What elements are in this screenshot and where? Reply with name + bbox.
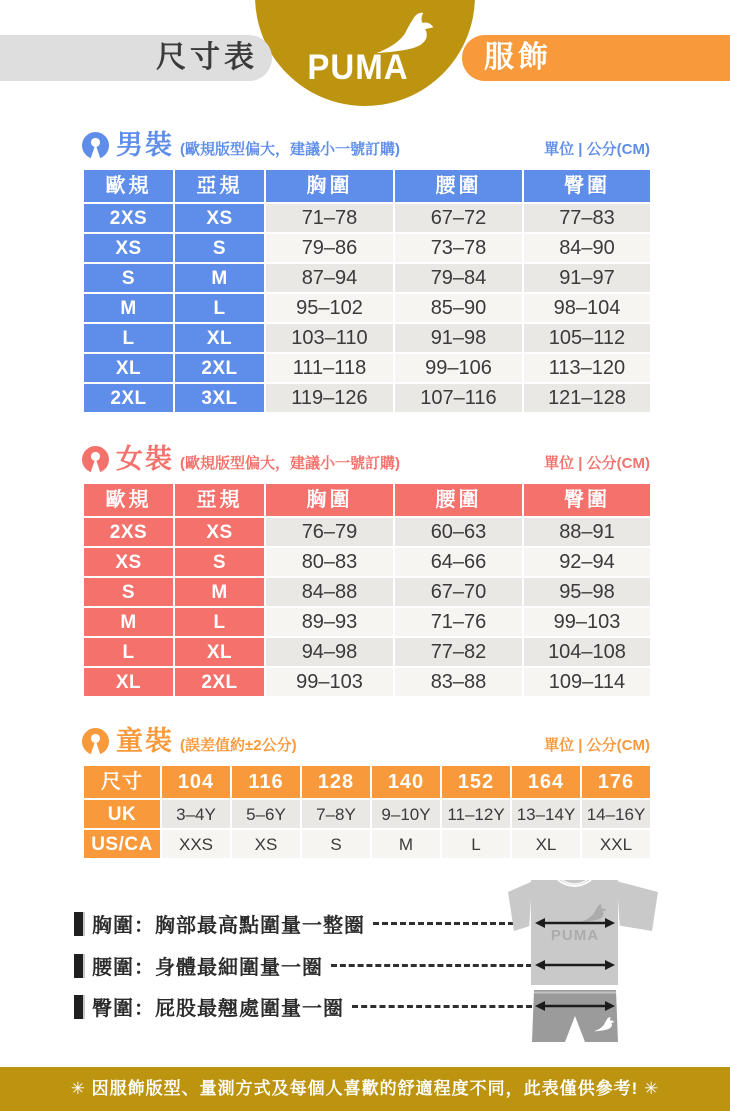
row-label-cell: L xyxy=(174,607,265,637)
value-cell: 79–84 xyxy=(394,263,523,293)
table-row xyxy=(83,263,651,293)
row-label-cell: 2XL xyxy=(174,353,265,383)
value-cell: 14–16Y xyxy=(581,799,651,829)
value-cell: 94–98 xyxy=(265,637,394,667)
unit-label: 單位 | 公分(CM) xyxy=(544,140,650,158)
section-women xyxy=(82,443,650,698)
row-label-cell: XS xyxy=(174,517,265,547)
puma-wordmark: PUMA xyxy=(307,46,409,87)
row-label-cell: S xyxy=(83,263,174,293)
column-header: 140 xyxy=(371,765,441,799)
row-label-cell: M xyxy=(83,607,174,637)
column-header: 臀圍 xyxy=(523,483,651,517)
row-label-cell: L xyxy=(83,637,174,667)
row-label-cell: S xyxy=(174,233,265,263)
row-label-cell: L xyxy=(83,323,174,353)
table-header-row xyxy=(83,765,651,799)
section-women-header xyxy=(82,443,650,475)
value-cell: 85–90 xyxy=(394,293,523,323)
value-cell: 67–72 xyxy=(394,203,523,233)
value-cell: XXL xyxy=(581,829,651,859)
value-cell: 104–108 xyxy=(523,637,651,667)
table-row xyxy=(83,607,651,637)
column-header: 164 xyxy=(511,765,581,799)
row-label-cell: XL xyxy=(174,323,265,353)
table-row xyxy=(83,799,651,829)
value-cell: 105–112 xyxy=(523,323,651,353)
row-label-cell: XL xyxy=(83,667,174,697)
table-header-row xyxy=(83,483,651,517)
row-label-cell: XS xyxy=(83,233,174,263)
value-cell: XL xyxy=(511,829,581,859)
column-header: 176 xyxy=(581,765,651,799)
value-cell: 99–106 xyxy=(394,353,523,383)
value-cell: 76–79 xyxy=(265,517,394,547)
table-row xyxy=(83,293,651,323)
table-row xyxy=(83,547,651,577)
table-row xyxy=(83,577,651,607)
section-subtitle: (誤差值約±2公分) xyxy=(180,736,297,754)
value-cell: 87–94 xyxy=(265,263,394,293)
value-cell: 11–12Y xyxy=(441,799,511,829)
value-cell: 73–78 xyxy=(394,233,523,263)
section-men xyxy=(82,129,650,414)
row-label-cell: 2XL xyxy=(174,667,265,697)
column-header: 116 xyxy=(231,765,301,799)
value-cell: 121–128 xyxy=(523,383,651,413)
shirt-collar-icon xyxy=(82,446,109,473)
value-cell: 77–82 xyxy=(394,637,523,667)
value-cell: 7–8Y xyxy=(301,799,371,829)
row-label-cell: 2XS xyxy=(83,517,174,547)
row-label-cell: XL xyxy=(174,637,265,667)
value-cell: 113–120 xyxy=(523,353,651,383)
value-cell: 67–70 xyxy=(394,577,523,607)
value-cell: 98–104 xyxy=(523,293,651,323)
row-label-cell: M xyxy=(83,293,174,323)
shirt-collar-icon xyxy=(82,132,109,159)
column-header: 尺寸 xyxy=(83,765,161,799)
value-cell: 91–97 xyxy=(523,263,651,293)
table-row xyxy=(83,637,651,667)
row-label-cell: 2XS xyxy=(83,203,174,233)
size-chart-tab-label: 尺寸表 xyxy=(156,41,258,74)
column-header: 104 xyxy=(161,765,231,799)
value-cell: 95–98 xyxy=(523,577,651,607)
table-row xyxy=(83,667,651,697)
value-cell: 80–83 xyxy=(265,547,394,577)
footer-disclaimer xyxy=(0,1067,730,1111)
note-bullet-bar xyxy=(74,954,83,978)
value-cell: XS xyxy=(231,829,301,859)
value-cell: 84–90 xyxy=(523,233,651,263)
unit-label: 單位 | 公分(CM) xyxy=(544,454,650,472)
apparel-tab xyxy=(462,35,730,81)
value-cell: 91–98 xyxy=(394,323,523,353)
value-cell: 111–118 xyxy=(265,353,394,383)
column-header: 152 xyxy=(441,765,511,799)
row-label-cell: S xyxy=(83,577,174,607)
tshirt-shorts-illustration xyxy=(506,876,662,1046)
table-row xyxy=(83,203,651,233)
row-label-cell: XS xyxy=(83,547,174,577)
apparel-tab-label: 服飾 xyxy=(484,41,552,74)
section-title: 男裝 xyxy=(116,129,174,160)
table-row xyxy=(83,829,651,859)
kids-size-table xyxy=(82,764,652,860)
value-cell: 9–10Y xyxy=(371,799,441,829)
row-label-cell: XS xyxy=(174,203,265,233)
row-label-cell: 3XL xyxy=(174,383,265,413)
column-header: 腰圍 xyxy=(394,483,523,517)
value-cell: 99–103 xyxy=(265,667,394,697)
value-cell: 99–103 xyxy=(523,607,651,637)
value-cell: XXS xyxy=(161,829,231,859)
value-cell: 119–126 xyxy=(265,383,394,413)
note-label: 腰圍：身體最細圍量一圈 xyxy=(92,957,323,979)
section-subtitle: (歐規版型偏大，建議小一號訂購) xyxy=(180,454,400,472)
value-cell: 77–83 xyxy=(523,203,651,233)
value-cell: 5–6Y xyxy=(231,799,301,829)
unit-label: 單位 | 公分(CM) xyxy=(544,736,650,754)
section-kids xyxy=(82,725,650,860)
chest-wordmark: PUMA xyxy=(550,927,600,944)
section-men-header xyxy=(82,129,650,161)
column-header: 亞規 xyxy=(174,169,265,203)
row-label-cell: S xyxy=(174,547,265,577)
column-header: 歐規 xyxy=(83,169,174,203)
column-header: 亞規 xyxy=(174,483,265,517)
note-waist xyxy=(74,951,532,980)
table-row xyxy=(83,353,651,383)
table-header-row xyxy=(83,169,651,203)
dashed-leader-line xyxy=(331,964,532,967)
value-cell: S xyxy=(301,829,371,859)
value-cell: 83–88 xyxy=(394,667,523,697)
value-cell: 88–91 xyxy=(523,517,651,547)
value-cell: 3–4Y xyxy=(161,799,231,829)
section-kids-header xyxy=(82,725,650,757)
section-title: 童裝 xyxy=(116,725,174,756)
hem-gap xyxy=(529,985,620,990)
table-row xyxy=(83,233,651,263)
note-hip xyxy=(74,992,532,1021)
value-cell: 109–114 xyxy=(523,667,651,697)
value-cell: 64–66 xyxy=(394,547,523,577)
note-label: 臀圍：屁股最翹處圍量一圈 xyxy=(92,998,344,1020)
column-header: 128 xyxy=(301,765,371,799)
value-cell: 79–86 xyxy=(265,233,394,263)
row-label-cell: XL xyxy=(83,353,174,383)
size-chart-tab xyxy=(0,35,272,81)
value-cell: 103–110 xyxy=(265,323,394,353)
row-label-cell: US/CA xyxy=(83,829,161,859)
value-cell: 71–76 xyxy=(394,607,523,637)
section-subtitle: (歐規版型偏大，建議小一號訂購) xyxy=(180,140,400,158)
note-bullet-bar xyxy=(74,912,83,936)
men-size-table xyxy=(82,168,652,414)
table-row xyxy=(83,517,651,547)
row-label-cell: 2XL xyxy=(83,383,174,413)
column-header: 臀圍 xyxy=(523,169,651,203)
table-row xyxy=(83,323,651,353)
column-header: 胸圍 xyxy=(265,483,394,517)
note-bullet-bar xyxy=(74,995,83,1019)
value-cell: M xyxy=(371,829,441,859)
row-label-cell: M xyxy=(174,263,265,293)
value-cell: 84–88 xyxy=(265,577,394,607)
row-label-cell: M xyxy=(174,577,265,607)
value-cell: L xyxy=(441,829,511,859)
shirt-collar-icon xyxy=(82,728,109,755)
value-cell: 13–14Y xyxy=(511,799,581,829)
note-label: 胸圍：胸部最高點圍量一整圈 xyxy=(92,915,365,937)
table-row xyxy=(83,383,651,413)
value-cell: 107–116 xyxy=(394,383,523,413)
row-label-cell: L xyxy=(174,293,265,323)
value-cell: 95–102 xyxy=(265,293,394,323)
note-chest xyxy=(74,909,532,938)
footer-disclaimer-text: ✳ 因服飾版型、量測方式及每個人喜歡的舒適程度不同，此表僅供參考! ✳ xyxy=(70,1079,660,1098)
women-size-table xyxy=(82,482,652,698)
value-cell: 71–78 xyxy=(265,203,394,233)
value-cell: 89–93 xyxy=(265,607,394,637)
section-title: 女裝 xyxy=(116,443,174,474)
row-label-cell: UK xyxy=(83,799,161,829)
shorts xyxy=(532,990,618,1042)
value-cell: 60–63 xyxy=(394,517,523,547)
column-header: 腰圍 xyxy=(394,169,523,203)
column-header: 歐規 xyxy=(83,483,174,517)
dashed-leader-line xyxy=(352,1005,532,1008)
value-cell: 92–94 xyxy=(523,547,651,577)
column-header: 胸圍 xyxy=(265,169,394,203)
